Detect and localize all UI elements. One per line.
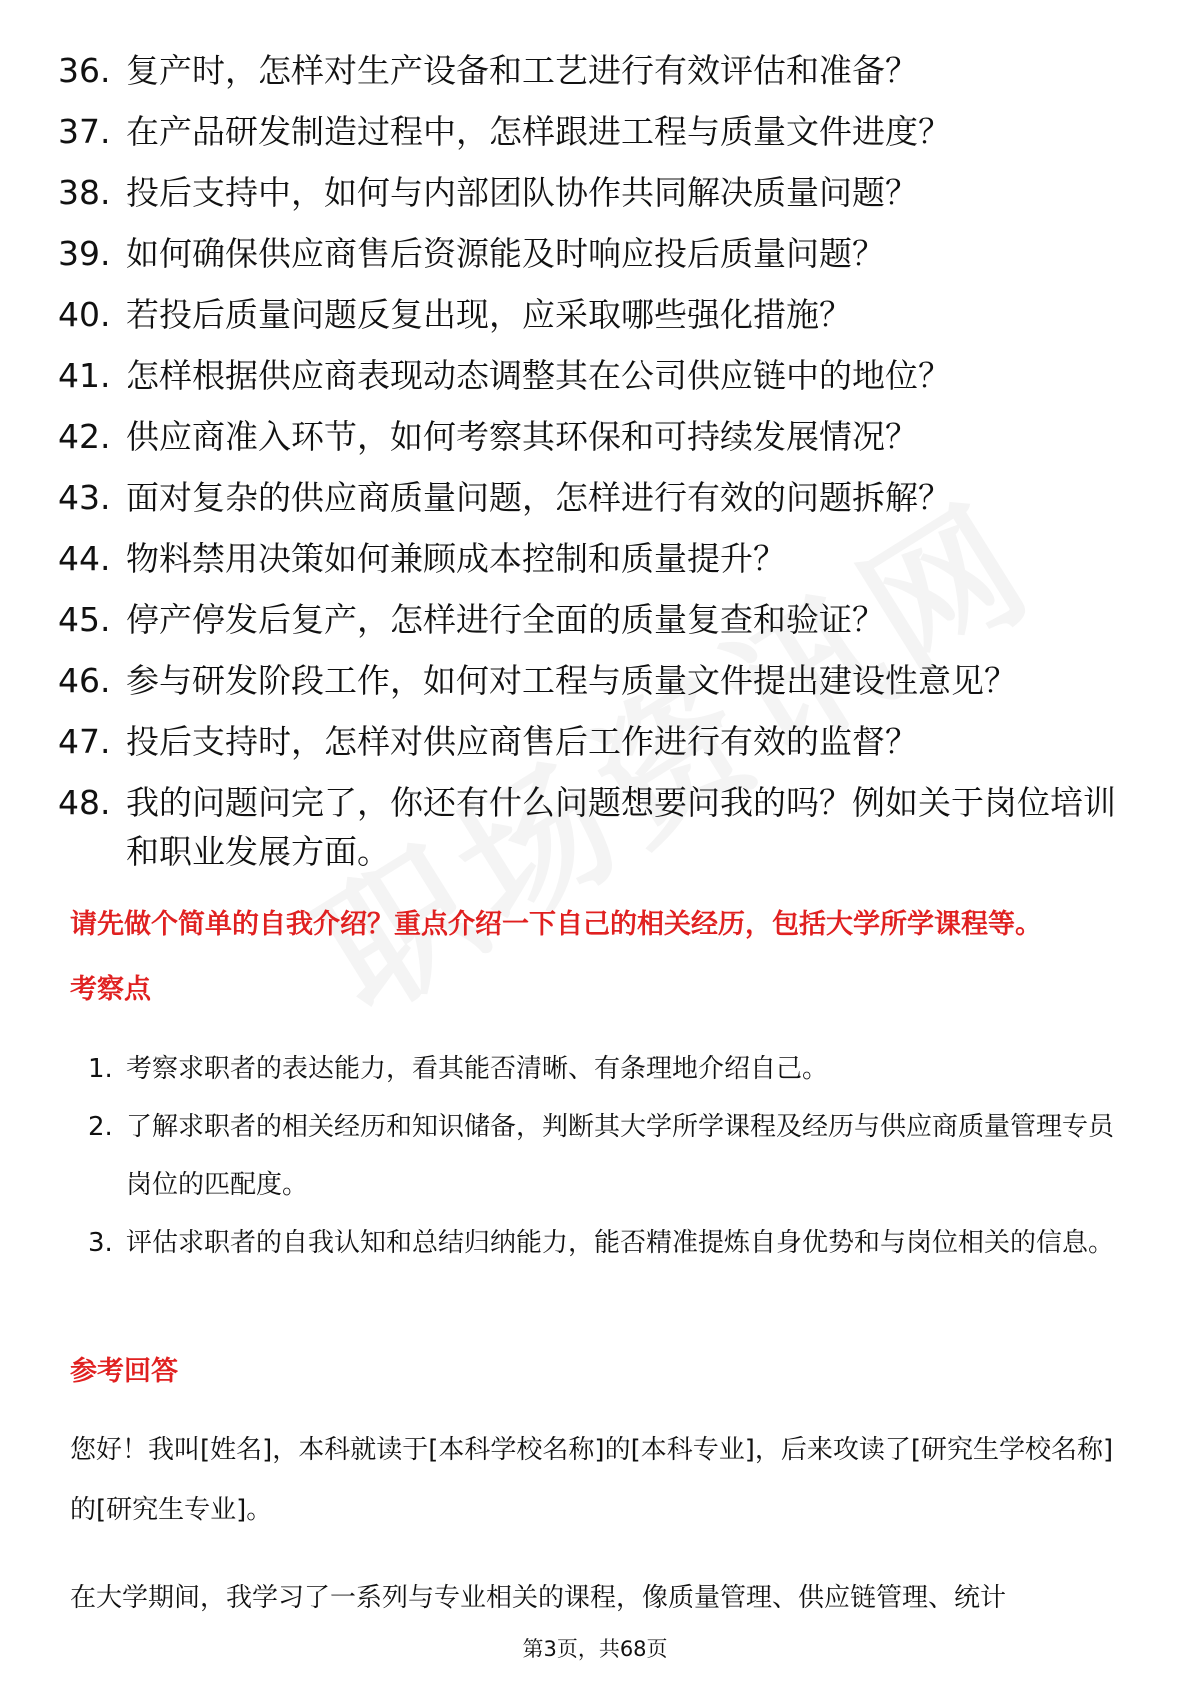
- intro-question-heading: 请先做个简单的自我介绍？重点介绍一下自己的相关经历，包括大学所学课程等。: [70, 909, 1042, 940]
- question-number: 38.: [58, 173, 111, 212]
- reference-paragraph: 您好！我叫[姓名]，本科就读于[本科学校名称]的[本科专业]，后来攻读了[研究生学校名称]的[研究生专业]。: [70, 1435, 1114, 1525]
- question-item: [58, 107, 1118, 156]
- question-item: [58, 412, 1118, 461]
- exam-point-number: 1.: [88, 1054, 113, 1084]
- exam-point-item: [88, 1098, 1118, 1214]
- question-number: 42.: [58, 417, 111, 456]
- question-list: [58, 46, 1118, 888]
- question-text: 停产停发后复产，怎样进行全面的质量复查和验证？: [126, 600, 885, 639]
- question-item: [58, 290, 1118, 339]
- question-number: 48.: [58, 783, 111, 822]
- question-number: 40.: [58, 295, 111, 334]
- question-item: [58, 473, 1118, 522]
- question-number: 37.: [58, 112, 111, 151]
- question-text: 在产品研发制造过程中，怎样跟进工程与质量文件进度？: [126, 112, 951, 151]
- exam-point-text: 评估求职者的自我认知和总结归纳能力，能否精准提炼自身优势和与岗位相关的信息。: [126, 1228, 1115, 1258]
- question-number: 43.: [58, 478, 111, 517]
- question-item: [58, 46, 1118, 95]
- question-item: [58, 168, 1118, 217]
- exam-point-text: 考察求职者的表达能力，看其能否清晰、有条理地介绍自己。: [126, 1054, 829, 1084]
- question-item: [58, 351, 1118, 400]
- question-number: 45.: [58, 600, 111, 639]
- question-text: 面对复杂的供应商质量问题，怎样进行有效的问题拆解？: [126, 478, 951, 517]
- exam-point-item: [88, 1040, 1118, 1098]
- exam-point-item: [88, 1214, 1118, 1272]
- question-number: 36.: [58, 51, 111, 90]
- question-number: 47.: [58, 722, 111, 761]
- question-text: 参与研发阶段工作，如何对工程与质量文件提出建设性意见？: [126, 661, 1017, 700]
- exam-point-text: 了解求职者的相关经历和知识储备，判断其大学所学课程及经历与供应商质量管理专员岗位的匹配度。: [126, 1112, 1115, 1200]
- reference-answer-heading: 参考回答: [70, 1356, 178, 1387]
- question-number: 44.: [58, 539, 111, 578]
- question-text: 复产时，怎样对生产设备和工艺进行有效评估和准备？: [126, 51, 918, 90]
- question-text: 物料禁用决策如何兼顾成本控制和质量提升？: [126, 539, 786, 578]
- question-item: [58, 534, 1118, 583]
- exam-point-number: 2.: [88, 1112, 113, 1142]
- question-text: 投后支持时，怎样对供应商售后工作进行有效的监督？: [126, 722, 918, 761]
- question-number: 46.: [58, 661, 111, 700]
- question-item: [58, 778, 1118, 876]
- reference-paragraph: 在大学期间，我学习了一系列与专业相关的课程，像质量管理、供应链管理、统计: [70, 1583, 1007, 1613]
- exam-points-heading: 考察点: [70, 974, 151, 1005]
- question-item: [58, 595, 1118, 644]
- question-text: 供应商准入环节，如何考察其环保和可持续发展情况？: [126, 417, 918, 456]
- question-text: 若投后质量问题反复出现，应采取哪些强化措施？: [126, 295, 852, 334]
- question-text: 如何确保供应商售后资源能及时响应投后质量问题？: [126, 234, 885, 273]
- exam-points-list: [88, 1040, 1118, 1272]
- question-item: [58, 656, 1118, 705]
- question-text: 怎样根据供应商表现动态调整其在公司供应链中的地位？: [126, 356, 951, 395]
- question-item: [58, 717, 1118, 766]
- question-number: 41.: [58, 356, 111, 395]
- question-item: [58, 229, 1118, 278]
- question-text: 投后支持中，如何与内部团队协作共同解决质量问题？: [126, 173, 918, 212]
- question-number: 39.: [58, 234, 111, 273]
- exam-point-number: 3.: [88, 1228, 113, 1258]
- page-number-footer: 第3页，共68页: [522, 1637, 668, 1661]
- question-text: 我的问题问完了，你还有什么问题想要问我的吗？例如关于岗位培训和职业发展方面。: [126, 783, 1116, 871]
